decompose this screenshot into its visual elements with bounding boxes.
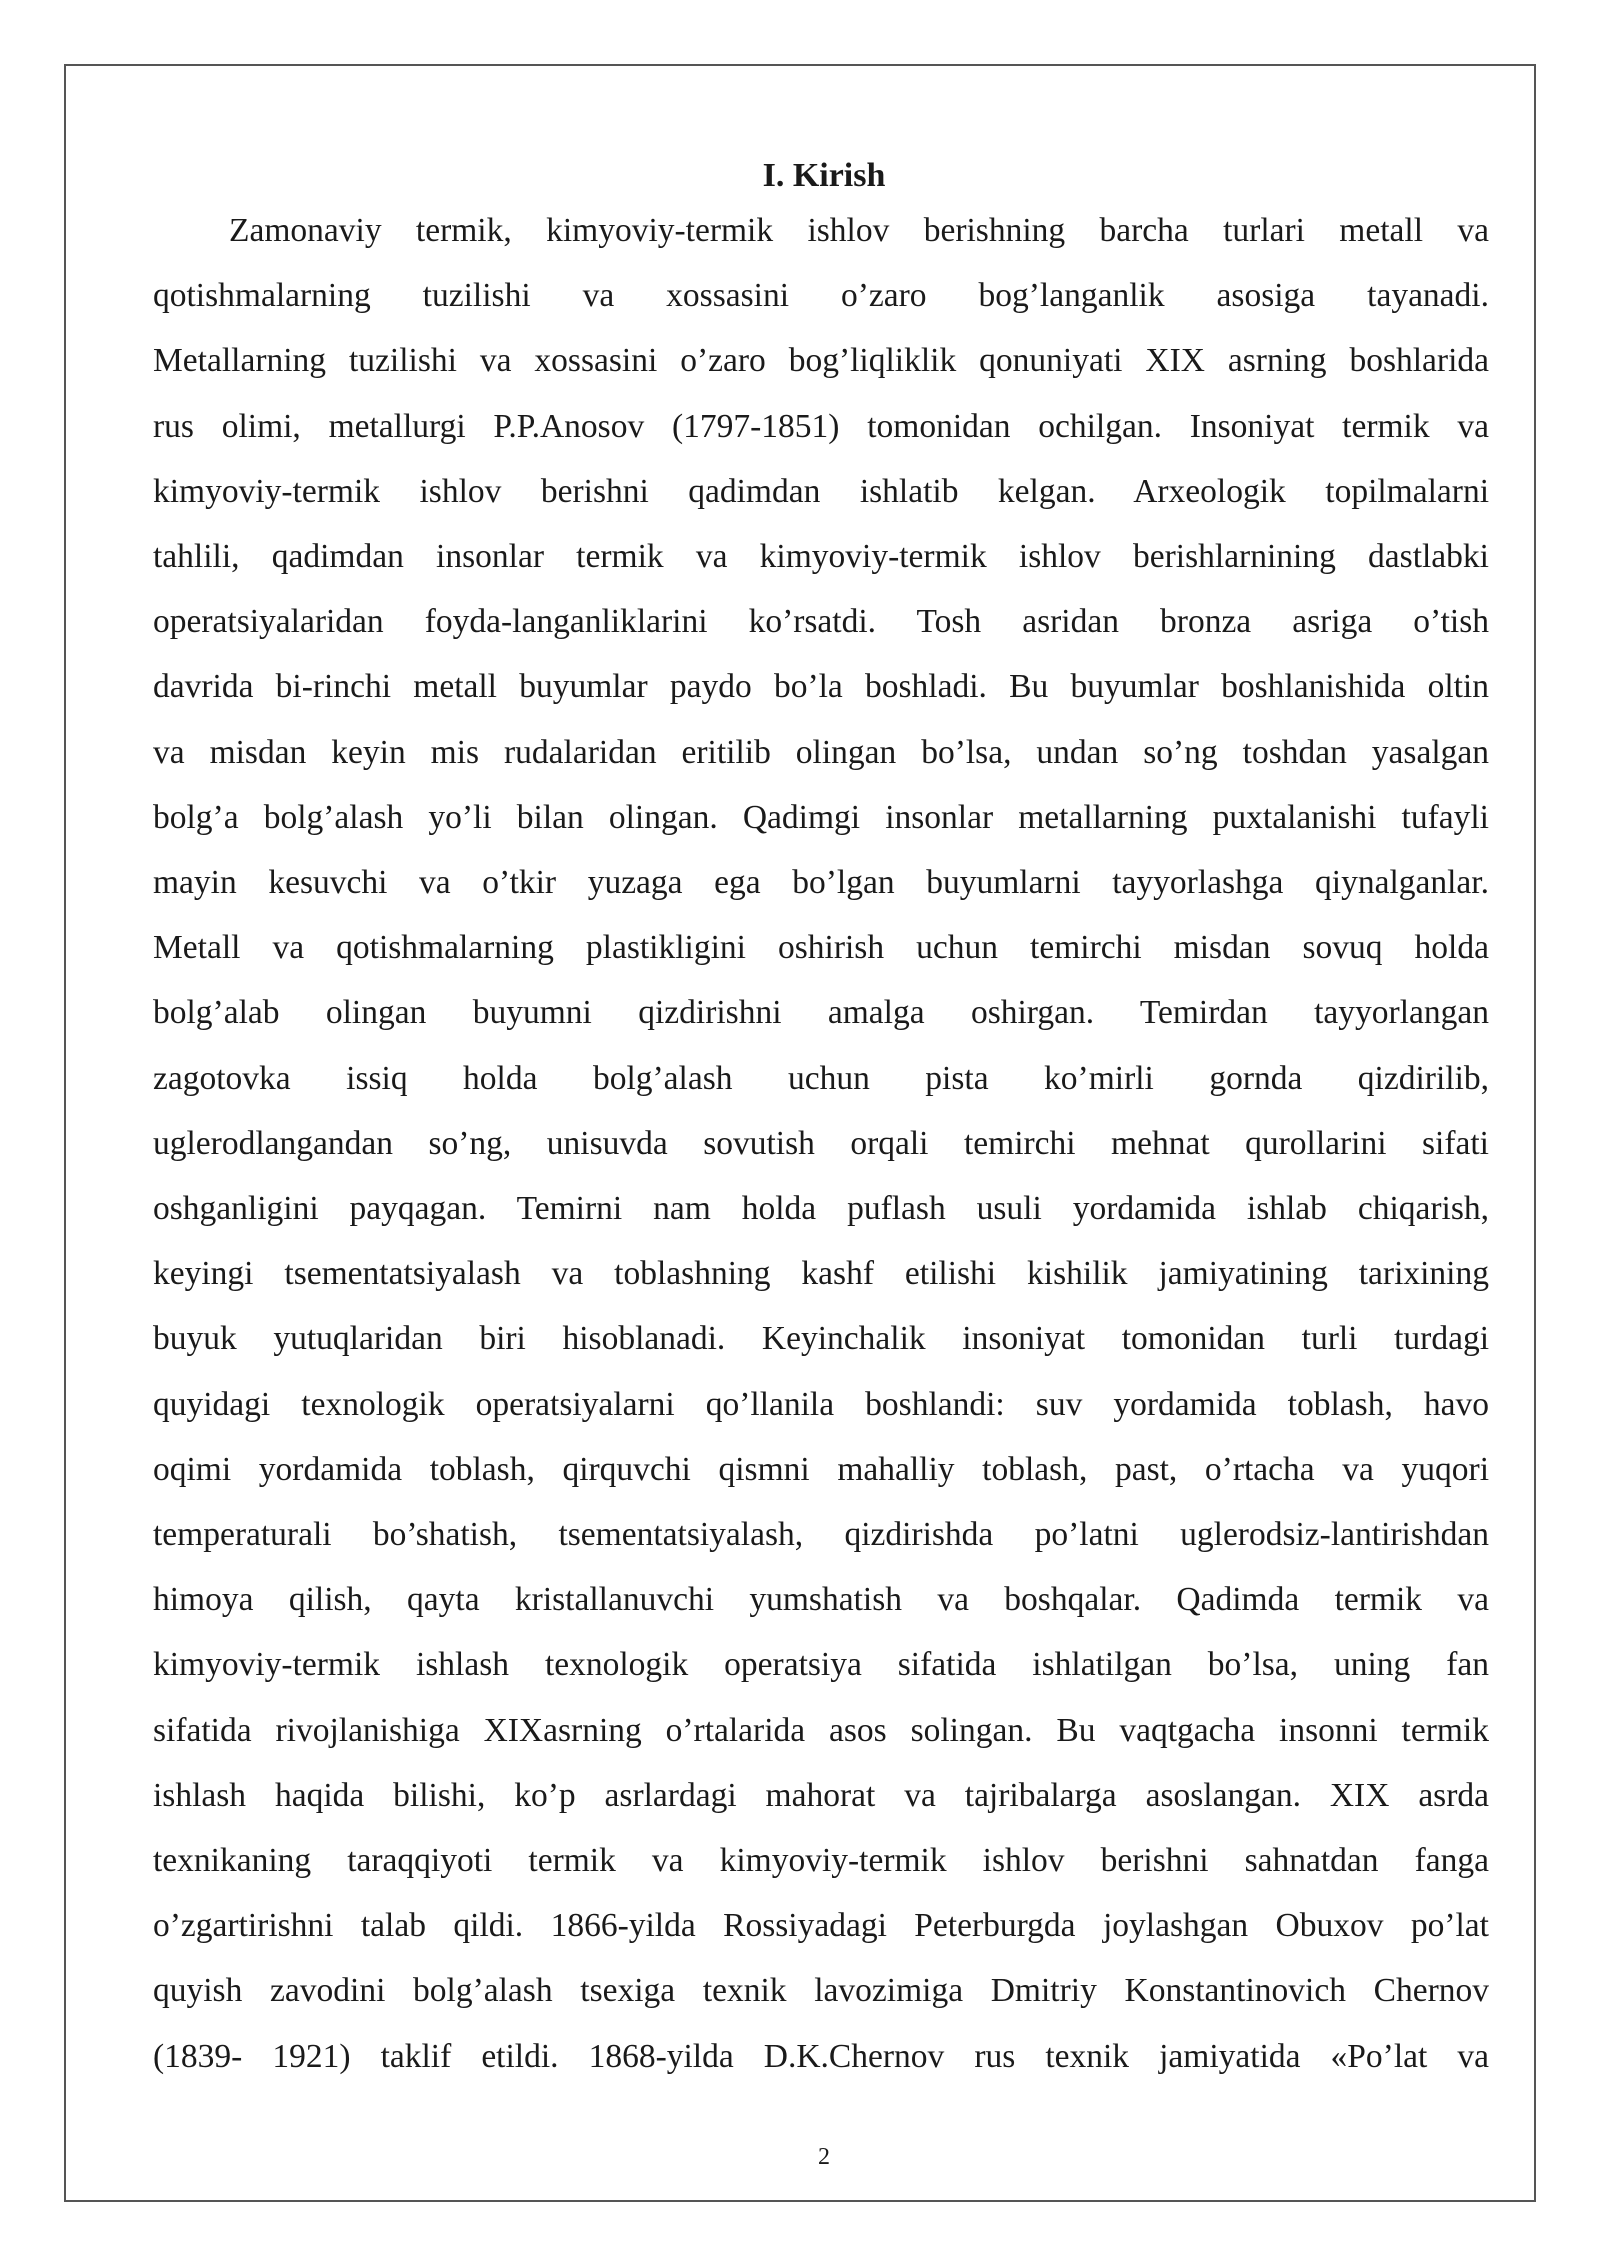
paragraph-line: texnikaning taraqqiyoti termik va kimyoviy-termik ishlov berishni sahnatdan fanga [153, 1842, 1489, 1880]
paragraph-line: kimyoviy-termik ishlov berishni qadimdan ishlatib kelgan. Arxeologik topilmalarni [153, 472, 1489, 510]
paragraph-line: sifatida rivojlanishiga XIXasrning o’rtalarida asos solingan. Bu vaqtgacha insonni termik [153, 1711, 1489, 1749]
paragraph-line: tahlili, qadimdan insonlar termik va kimyoviy-termik ishlov berishlarnining dastlabki [153, 538, 1489, 576]
paragraph-line: oqimi yordamida toblash, qirquvchi qismni mahalliy toblash, past, o’rtacha va yuqori [153, 1450, 1489, 1488]
paragraph-line: (1839- 1921) taklif etildi. 1868-yilda D.K.Chernov rus texnik jamiyatida «Po’lat va [153, 2037, 1489, 2075]
paragraph-line: rus olimi, metallurgi P.P.Anosov (1797-1851) tomonidan ochilgan. Insoniyat termik va [153, 407, 1489, 445]
paragraph-line: qotishmalarning tuzilishi va xossasini o’zaro bog’langanlik asosiga tayanadi. [153, 277, 1489, 315]
paragraph-line: oshganligini payqagan. Temirni nam holda puflash usuli yordamida ishlab chiqarish, [153, 1190, 1489, 1228]
paragraph-line: Metallarning tuzilishi va xossasini o’zaro bog’liqliklik qonuniyati XIX asrning boshlarida [153, 342, 1489, 380]
paragraph-line: bolg’a bolg’alash yo’li bilan olingan. Qadimgi insonlar metallarning puxtalanishi tufayli [153, 798, 1489, 836]
paragraph-line: operatsiyalaridan foyda-langanliklarini ko’rsatdi. Tosh asridan bronza asriga o’tish [153, 603, 1489, 641]
paragraph-line: uglerodlangandan so’ng, unisuvda sovutish orqali temirchi mehnat qurollarini sifati [153, 1124, 1489, 1162]
paragraph-line: kimyoviy-termik ishlash texnologik operatsiya sifatida ishlatilgan bo’lsa, uning fan [153, 1646, 1489, 1684]
paragraph-line: quyish zavodini bolg’alash tsexiga texnik lavozimiga Dmitriy Konstantinovich Chernov [153, 1972, 1489, 2010]
paragraph-line: temperaturali bo’shatish, tsementatsiyalash, qizdirishda po’latni uglerodsiz-lantirishdan [153, 1516, 1489, 1554]
paragraph-line: Metall va qotishmalarning plastikligini oshirish uchun temirchi misdan sovuq holda [153, 929, 1489, 967]
paragraph-line: va misdan keyin mis rudalaridan eritilib olingan bo’lsa, undan so’ng toshdan yasalgan [153, 733, 1489, 771]
paragraph-line: zagotovka issiq holda bolg’alash uchun pista ko’mirli gornda qizdirilib, [153, 1059, 1489, 1097]
paragraph-line: bolg’alab olingan buyumni qizdirishni amalga oshirgan. Temirdan tayyorlangan [153, 994, 1489, 1032]
paragraph-line: buyuk yutuqlaridan biri hisoblanadi. Keyinchalik insoniyat tomonidan turli turdagi [153, 1320, 1489, 1358]
paragraph-line: keyingi tsementatsiyalash va toblashning kashf etilishi kishilik jamiyatining tarixining [153, 1255, 1489, 1293]
paragraph-line: mayin kesuvchi va o’tkir yuzaga ega bo’lgan buyumlarni tayyorlashga qiynalganlar. [153, 864, 1489, 902]
paragraph-line: quyidagi texnologik operatsiyalarni qo’llanila boshlandi: suv yordamida toblash, havo [153, 1385, 1489, 1423]
paragraph-line: ishlash haqida bilishi, ko’p asrlardagi mahorat va tajribalarga asoslangan. XIX asrda [153, 1776, 1489, 1814]
page-number: 2 [818, 2144, 830, 2170]
body-paragraph [153, 198, 1489, 2089]
paragraph-line: himoya qilish, qayta kristallanuvchi yumshatish va boshqalar. Qadimda termik va [153, 1581, 1489, 1619]
section-heading: I. Kirish [762, 157, 886, 194]
paragraph-line: Zamonaviy termik, kimyoviy-termik ishlov berishning barcha turlari metall va [229, 212, 1489, 249]
paragraph-line: o’zgartirishni talab qildi. 1866-yilda Rossiyadagi Peterburgda joylashgan Obuxov po’lat [153, 1907, 1489, 1945]
paragraph-line: davrida bi-rinchi metall buyumlar paydo bo’la boshladi. Bu buyumlar boshlanishida oltin [153, 668, 1489, 706]
